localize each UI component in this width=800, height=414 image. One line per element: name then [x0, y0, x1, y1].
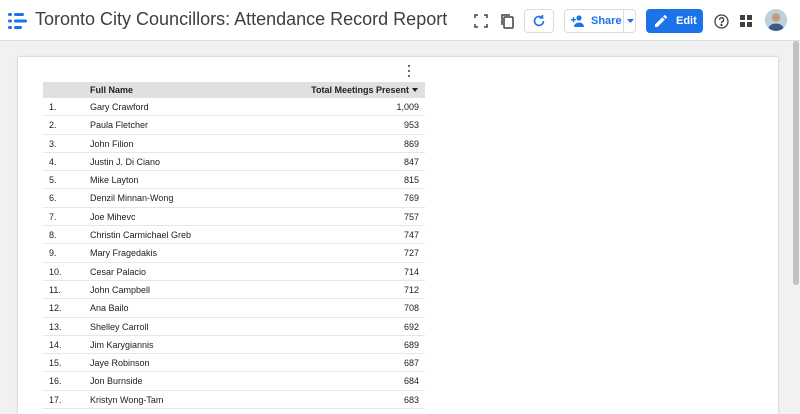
row-full-name: Christin Carmichael Greb [90, 230, 192, 241]
row-full-name: Ana Bailo [90, 303, 129, 314]
help-icon[interactable] [709, 9, 733, 33]
report-canvas [18, 57, 778, 414]
avatar[interactable] [765, 9, 787, 31]
row-index: 3. [49, 138, 57, 149]
row-full-name: Cesar Palacio [90, 266, 147, 277]
row-index: 13. [49, 321, 62, 332]
row-index: 1. [49, 102, 57, 112]
copy-icon[interactable] [495, 9, 519, 33]
row-full-name: Kristyn Wong-Tam [90, 394, 164, 405]
scrollbar-thumb[interactable] [793, 41, 799, 285]
table-row[interactable] [43, 263, 425, 281]
table-row[interactable] [43, 226, 425, 244]
table-header [43, 82, 425, 98]
table-row[interactable] [43, 208, 425, 226]
row-total-meetings: 1,009 [396, 102, 419, 112]
edit-button[interactable] [646, 9, 703, 33]
sort-desc-icon [412, 88, 418, 92]
row-total-meetings: 692 [403, 321, 419, 332]
share-label: Share [591, 15, 622, 27]
row-index: 15. [49, 358, 62, 369]
column-header-full-name[interactable]: Full Name [90, 85, 134, 95]
row-full-name: Jon Burnside [90, 376, 143, 387]
row-index: 11. [49, 284, 61, 295]
table-row[interactable] [43, 116, 425, 134]
row-total-meetings: 683 [403, 394, 419, 405]
refresh-icon [532, 14, 546, 28]
table-row[interactable] [43, 336, 425, 354]
apps-grid-icon[interactable] [734, 9, 758, 33]
row-index: 12. [49, 303, 62, 314]
row-total-meetings: 687 [403, 358, 419, 369]
table-row[interactable] [43, 281, 425, 299]
row-index: 14. [49, 339, 62, 350]
table-row[interactable] [43, 244, 425, 262]
top-bar [0, 0, 800, 41]
dropdown-arrow-icon [627, 19, 634, 23]
row-full-name: Denzil Minnan-Wong [90, 193, 174, 204]
table-row[interactable] [43, 372, 425, 390]
row-total-meetings: 727 [403, 248, 419, 259]
share-dropdown[interactable] [624, 10, 636, 32]
logo-icon[interactable] [8, 11, 28, 31]
column-header-total-meetings-label: Total Meetings Present [311, 85, 409, 95]
table-row[interactable] [43, 153, 425, 171]
row-index: 9. [49, 248, 57, 259]
pencil-icon [655, 15, 667, 27]
row-total-meetings: 684 [403, 376, 419, 387]
row-index: 6. [49, 193, 57, 204]
table-row[interactable] [43, 171, 425, 189]
row-total-meetings: 815 [403, 175, 419, 186]
more-vert-icon[interactable] [404, 64, 414, 78]
row-full-name: John Filion [90, 138, 134, 149]
row-total-meetings: 769 [403, 193, 419, 204]
row-full-name: Mike Layton [90, 175, 139, 186]
page-title: Toronto City Councillors: Attendance Record Report [35, 9, 448, 29]
row-total-meetings: 714 [403, 266, 419, 277]
person-add-icon [571, 15, 585, 27]
refresh-button[interactable] [524, 9, 554, 33]
row-full-name: Mary Fragedakis [90, 248, 158, 259]
row-index: 2. [49, 120, 57, 131]
row-full-name: Shelley Carroll [90, 321, 149, 332]
row-full-name: Justin J. Di Ciano [90, 156, 161, 167]
table-row[interactable] [43, 189, 425, 207]
table-row[interactable] [43, 391, 425, 409]
row-total-meetings: 953 [403, 120, 419, 131]
row-index: 5. [49, 175, 57, 186]
table-body [43, 98, 425, 409]
row-total-meetings: 689 [403, 339, 419, 350]
attendance-table [43, 82, 425, 409]
row-index: 17. [49, 394, 62, 405]
column-header-total-meetings[interactable] [311, 85, 418, 95]
row-total-meetings: 708 [403, 303, 419, 314]
row-full-name: Paula Fletcher [90, 120, 149, 131]
table-row[interactable] [43, 135, 425, 153]
row-total-meetings: 847 [403, 156, 419, 167]
row-full-name: Gary Crawford [90, 102, 149, 112]
row-index: 4. [49, 156, 57, 167]
table-row[interactable] [43, 98, 425, 116]
row-total-meetings: 712 [403, 284, 419, 295]
table-row[interactable] [43, 318, 425, 336]
row-full-name: Joe Mihevc [90, 211, 136, 222]
row-index: 16. [49, 376, 62, 387]
row-full-name: Jim Karygiannis [90, 339, 154, 350]
table-row[interactable] [43, 354, 425, 372]
row-total-meetings: 757 [403, 211, 419, 222]
row-full-name: John Campbell [90, 284, 151, 295]
fullscreen-icon[interactable] [469, 9, 493, 33]
row-index: 7. [49, 211, 57, 222]
share-button-group [564, 9, 636, 33]
edit-label: Edit [676, 15, 697, 27]
row-total-meetings: 747 [403, 230, 419, 241]
row-full-name: Jaye Robinson [90, 358, 150, 369]
row-total-meetings: 869 [403, 138, 419, 149]
row-index: 8. [49, 230, 57, 241]
share-button[interactable] [565, 10, 623, 32]
row-index: 10. [49, 266, 62, 277]
table-row[interactable] [43, 299, 425, 317]
